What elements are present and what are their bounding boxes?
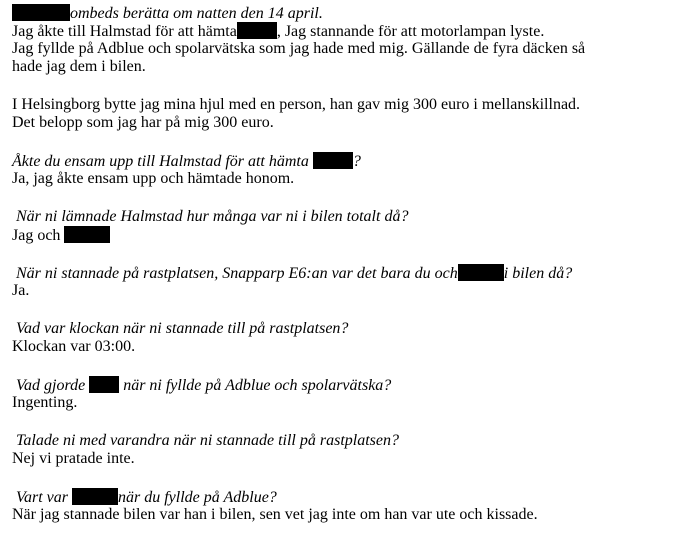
intro-line-1 [12, 4, 323, 22]
redaction-box [12, 4, 70, 21]
question-1-text-a: Åkte du ensam upp till Halmstad för att hämta [12, 153, 309, 170]
question-5 [16, 376, 391, 394]
redaction-box [458, 264, 504, 281]
answer-4: Klockan var 03:00. [12, 338, 136, 355]
question-7-text-b: när du fyllde på Adblue? [118, 489, 277, 506]
intro-line-4: hade jag dem i bilen. [12, 58, 146, 75]
intro-line-3: Jag fyllde på Adblue och spolarvätska som jag hade med mig. Gällande de fyra däcken så [12, 40, 586, 57]
question-2: När ni lämnade Halmstad hur många var ni i bilen totalt då? [16, 208, 409, 225]
redaction-box [64, 226, 110, 243]
question-3-text-a: När ni stannade på rastplatsen, Snapparp E6:an var det bara du och [16, 265, 458, 282]
answer-7: När jag stannade bilen var han i bilen, sen vet jag inte om han var ute och kissade. [12, 506, 538, 523]
answer-3: Ja. [12, 282, 30, 299]
intro-line-2 [12, 22, 544, 40]
question-1 [12, 152, 361, 170]
redaction-box [72, 488, 118, 505]
intro-line-2-text-a: Jag åkte till Halmstad för att hämta [12, 23, 237, 40]
question-3 [16, 264, 572, 282]
intro-line-1-text: ombeds berätta om natten den 14 april. [70, 5, 323, 22]
question-5-text-a: Vad gjorde [16, 377, 86, 394]
paragraph-2-line-1: I Helsingborg bytte jag mina hjul med en person, han gav mig 300 euro i mellanskillnad. [12, 96, 581, 113]
question-7-text-a: Vart var [16, 489, 68, 506]
redaction-box [237, 22, 277, 39]
answer-6: Nej vi pratade inte. [12, 450, 135, 467]
question-6: Talade ni med varandra när ni stannade till på rastplatsen? [16, 432, 399, 449]
answer-2 [12, 226, 110, 244]
question-4: Vad var klockan när ni stannade till på rastplatsen? [16, 320, 349, 337]
paragraph-2-line-2: Det belopp som jag har på mig 300 euro. [12, 114, 274, 131]
answer-2-text: Jag och [12, 227, 61, 244]
question-3-text-b: i bilen då? [503, 265, 573, 282]
redaction-box [313, 152, 353, 169]
answer-5: Ingenting. [12, 394, 78, 411]
question-7 [16, 488, 277, 506]
redaction-box [89, 376, 119, 393]
question-5-text-b: när ni fyllde på Adblue och spolarvätska? [123, 377, 392, 394]
answer-1: Ja, jag åkte ensam upp och hämtade honom. [12, 170, 295, 187]
question-1-text-b: ? [352, 153, 361, 170]
intro-line-2-text-b: , Jag stannande för att motorlampan lyste. [276, 23, 545, 40]
